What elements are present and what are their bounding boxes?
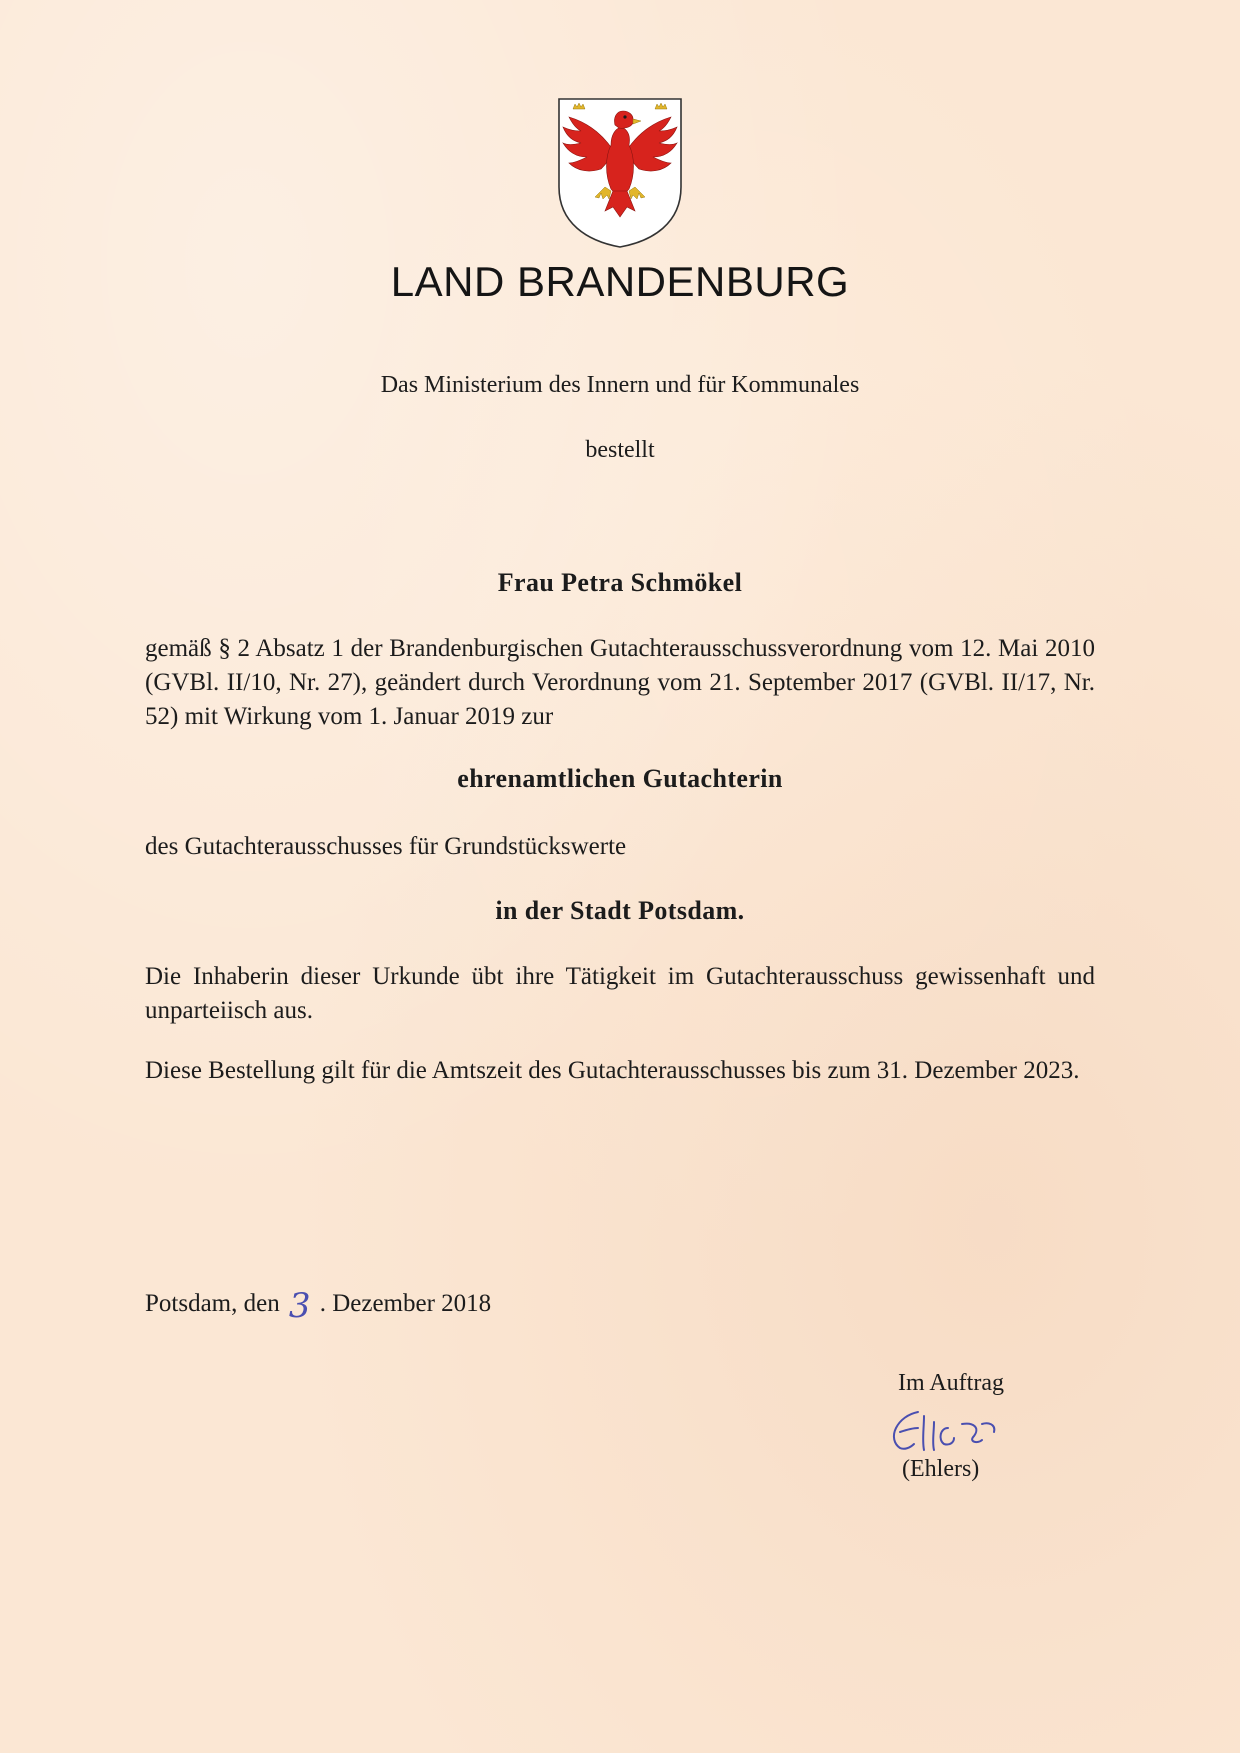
coat-of-arms-icon [555, 95, 685, 250]
dateline [145, 1280, 492, 1326]
committee-line: des Gutachterausschusses für Grundstückswerte [145, 833, 627, 860]
location-line: in der Stadt Potsdam. [495, 896, 745, 925]
duty-paragraph: Die Inhaberin dieser Urkunde übt ihre Tätigkeit im Gutachterausschuss gewissenhaft und unparteiisch aus. [145, 963, 1095, 1024]
role-title: ehrenamtlichen Gutachterin [457, 764, 783, 793]
im-auftrag-label: Im Auftrag [898, 1370, 1004, 1396]
recipient-name: Frau Petra Schmökel [497, 568, 743, 597]
term-paragraph: Diese Bestellung gilt für die Amtszeit des Gutachterausschusses bis zum 31. Dezember 2023. [145, 1057, 1080, 1084]
dateline-prefix: Potsdam, den [145, 1290, 280, 1317]
ministry-line: Das Ministerium des Innern und für Kommunales [380, 372, 860, 398]
handwritten-day: 3 [288, 1286, 311, 1326]
signatory-name: (Ehlers) [902, 1456, 980, 1482]
state-heading: LAND BRANDENBURG [390, 258, 850, 305]
appointment-verb: bestellt [585, 437, 655, 463]
dateline-suffix: . Dezember 2018 [319, 1290, 492, 1317]
legal-basis-paragraph: gemäß § 2 Absatz 1 der Brandenburgischen Gutachterausschussverordnung vom 12. Mai 2010 (GVBl. II/10, Nr. 27), geändert durch Verordnung vom 21. September 2017 (GVBl. II/17, Nr. 52) mit Wirkung vom 1. Januar 2019 zur [145, 635, 1095, 730]
